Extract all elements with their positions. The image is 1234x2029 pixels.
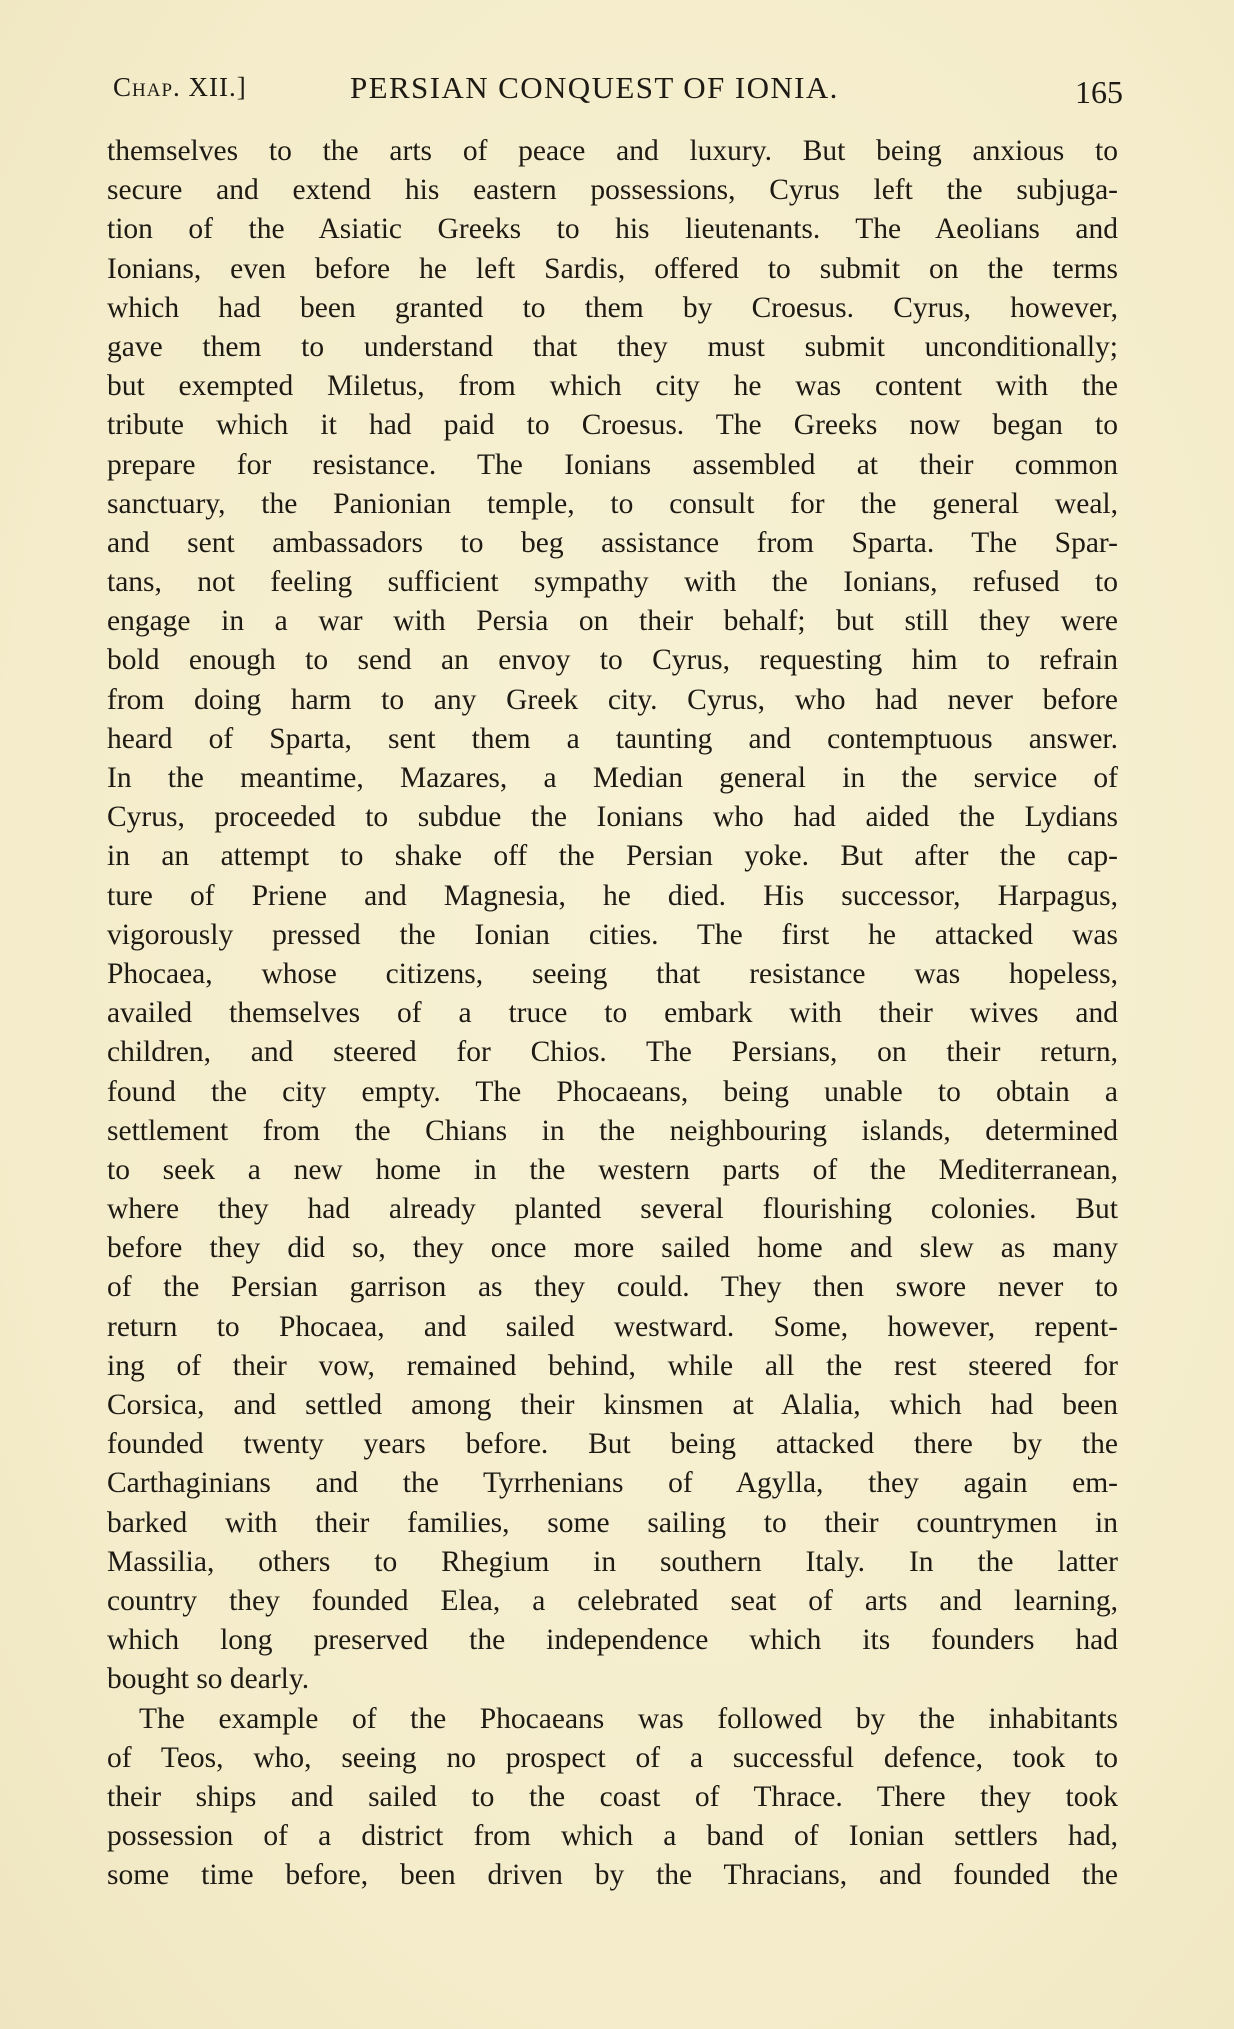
text-line: barked with their families, some sailing to their countrymen in (107, 1506, 1118, 1539)
text-line: which had been granted to them by Croesus. Cyrus, however, (107, 291, 1118, 324)
running-title: PERSIAN CONQUEST OF IONIA. (350, 70, 839, 105)
text-line: Cyrus, proceeded to subdue the Ionians who had aided the Lydians (107, 801, 1118, 834)
text-line: secure and extend his eastern possessions, Cyrus left the subjuga- (107, 174, 1118, 207)
text-line: prepare for resistance. The Ionians assembled at their common (107, 448, 1118, 481)
text-line: tans, not feeling sufficient sympathy with the Ionians, refused to (107, 566, 1118, 599)
text-line: which long preserved the independence which its founders had (107, 1624, 1118, 1657)
text-line: availed themselves of a truce to embark with their wives and (107, 997, 1118, 1030)
text-line: tion of the Asiatic Greeks to his lieutenants. The Aeolians and (107, 213, 1118, 246)
text-line: engage in a war with Persia on their behalf; but still they were (107, 605, 1118, 638)
text-line: Phocaea, whose citizens, seeing that resistance was hopeless, (107, 957, 1118, 990)
text-line: founded twenty years before. But being attacked there by the (107, 1428, 1118, 1461)
text-line: vigorously pressed the Ionian cities. The first he attacked was (107, 918, 1118, 951)
text-line: sanctuary, the Panionian temple, to consult for the general weal, (107, 487, 1118, 520)
text-line: In the meantime, Mazares, a Median general in the service of (107, 762, 1118, 794)
text-line: heard of Sparta, sent them a taunting and contemptuous answer. (107, 722, 1118, 755)
text-line: found the city empty. The Phocaeans, being unable to obtain a (107, 1075, 1118, 1108)
text-line: Carthaginians and the Tyrrhenians of Agylla, they again em- (107, 1467, 1118, 1500)
text-line: of Teos, who, seeing no prospect of a successful defence, took to (107, 1741, 1118, 1774)
text-line: where they had already planted several flourishing colonies. But (107, 1193, 1118, 1226)
text-line: from doing harm to any Greek city. Cyrus, who had never before (107, 683, 1118, 716)
paragraph-2 (107, 1700, 1118, 1896)
text-line: but exempted Miletus, from which city he was content with the (107, 370, 1118, 403)
text-line: to seek a new home in the western parts of the Mediterranean, (107, 1153, 1118, 1186)
text-line: Massilia, others to Rhegium in southern Italy. In the latter (107, 1545, 1118, 1578)
text-line: before they did so, they once more sailed home and slew as many (107, 1232, 1118, 1265)
text-line: The example of the Phocaeans was followed by the inhabitants (139, 1702, 1118, 1735)
text-line: in an attempt to shake off the Persian yoke. But after the cap- (107, 840, 1118, 873)
chapter-label: Chap. XII.] (113, 72, 247, 102)
running-head (113, 68, 1123, 112)
text-line: and sent ambassadors to beg assistance from Sparta. The Spar- (107, 526, 1118, 559)
paragraph-1 (107, 132, 1118, 1700)
text-line: bold enough to send an envoy to Cyrus, requesting him to refrain (107, 644, 1118, 677)
text-line: some time before, been driven by the Thracians, and founded the (107, 1859, 1118, 1892)
text-line: bought so dearly. (107, 1663, 310, 1696)
text-line: themselves to the arts of peace and luxury. But being anxious to (107, 135, 1118, 167)
body-text (107, 132, 1118, 1895)
text-line: gave them to understand that they must submit unconditionally; (107, 330, 1118, 363)
text-line: settlement from the Chians in the neighbouring islands, determined (107, 1114, 1118, 1147)
text-line: their ships and sailed to the coast of Thrace. There they took (107, 1780, 1118, 1813)
page-number: 165 (1075, 74, 1123, 110)
text-line: country they founded Elea, a celebrated seat of arts and learning, (107, 1584, 1118, 1617)
text-line: return to Phocaea, and sailed westward. Some, however, repent- (107, 1310, 1118, 1343)
text-line: of the Persian garrison as they could. They then swore never to (107, 1271, 1118, 1304)
text-line: possession of a district from which a band of Ionian settlers had, (107, 1820, 1118, 1853)
text-line: Ionians, even before he left Sardis, offered to submit on the terms (107, 252, 1118, 285)
text-line: children, and steered for Chios. The Persians, on their return, (107, 1036, 1118, 1069)
text-line: tribute which it had paid to Croesus. The Greeks now began to (107, 409, 1118, 442)
text-line: ture of Priene and Magnesia, he died. His successor, Harpagus, (107, 879, 1118, 912)
text-line: Corsica, and settled among their kinsmen at Alalia, which had been (107, 1389, 1118, 1421)
text-line: ing of their vow, remained behind, while all the rest steered for (107, 1349, 1118, 1382)
